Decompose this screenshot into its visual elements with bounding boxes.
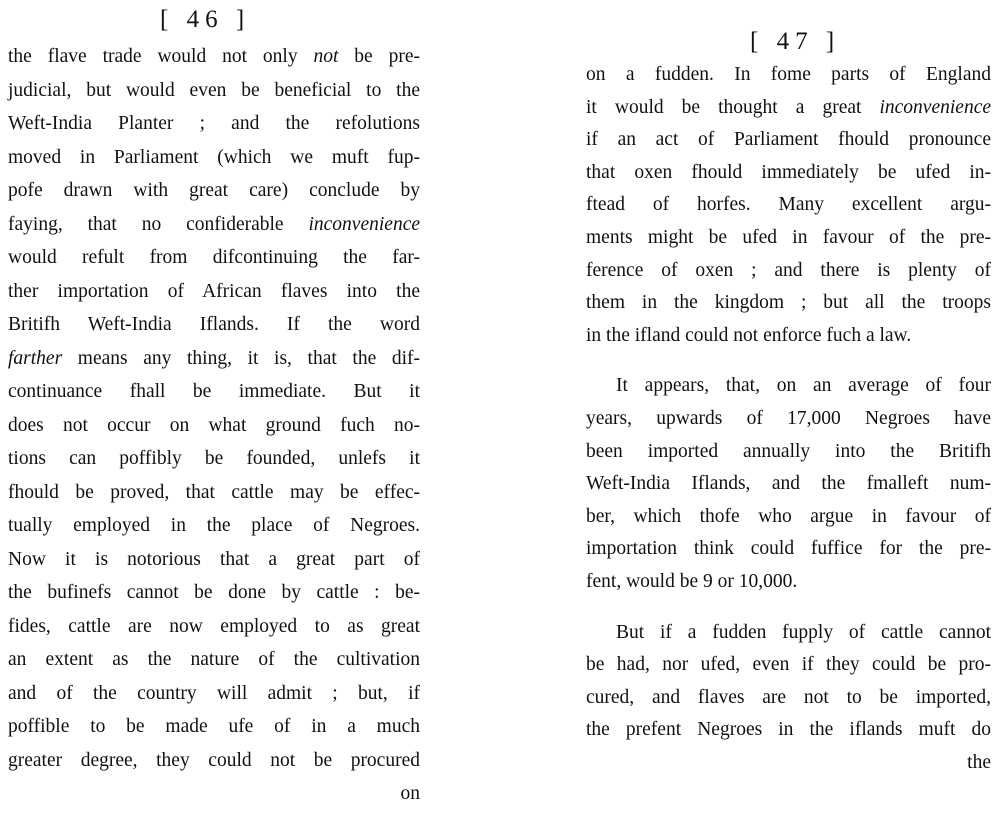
text-line: But if a fudden fupply of cattle cannot: [616, 621, 991, 643]
italic-word: not: [313, 46, 339, 67]
text-line: years, upwards of 17,000 Negroes have: [586, 407, 991, 429]
text-line: farther means any thing, it is, that the dif-: [8, 347, 420, 369]
text-line: pofe drawn with great care) conclude by: [8, 180, 420, 201]
italic-word: farther: [8, 347, 63, 369]
text-line: them in the kingdom ; but all the troops: [586, 292, 991, 314]
text-line: Now it is notorious that a great part of: [8, 548, 420, 570]
text-line: tions can poffibly be founded, unlefs it: [8, 448, 420, 469]
text-line: the flave trade would not only not be pre-: [8, 46, 420, 67]
italic-word: inconvenience: [879, 96, 991, 118]
text-line: cured, and flaves are not to be imported,: [586, 686, 991, 708]
page-text: [8, 40, 420, 811]
text-line: fhould be proved, that cattle may be effec-: [8, 481, 420, 503]
page-number: [ 47 ]: [750, 28, 841, 55]
text-line: be had, nor ufed, even if they could be pro-: [586, 654, 991, 676]
text-line: poffible to be made ufe of in a much: [8, 716, 420, 737]
text-line: would refult from difcontinuing the far-: [8, 247, 420, 268]
text-line: Weft-India Iflands, and the fmalleft num-: [586, 473, 991, 495]
right-page: [500, 0, 1000, 820]
text-line: that oxen fhould immediately be ufed in-: [586, 161, 991, 183]
catchword: on: [400, 783, 420, 804]
text-line: been imported annually into the Britifh: [586, 440, 991, 462]
text-line: tually employed in the place of Negroes.: [8, 515, 420, 536]
text-line: It appears, that, on an average of four: [616, 375, 991, 397]
text-line: the bufinefs cannot be done by cattle : be-: [8, 582, 420, 603]
text-line: Weft-India Planter ; and the refolutions: [8, 113, 420, 134]
text-line: fent, would be 9 or 10,000.: [586, 570, 798, 592]
text-line: ference of oxen ; and there is plenty of: [586, 259, 991, 281]
text-line: ther importation of African flaves into the: [8, 280, 420, 302]
text-line: on a fudden. In fome parts of England: [586, 64, 991, 85]
page-number: [ 46 ]: [160, 6, 251, 33]
text-line: ments might be ufed in favour of the pre-: [586, 226, 991, 248]
text-line: moved in Parliament (which we muft fup-: [8, 146, 420, 168]
text-line: the prefent Negroes in the iflands muft do: [586, 719, 991, 741]
page-text: [586, 59, 991, 779]
text-line: continuance fhall be immediate. But it: [8, 381, 420, 402]
text-line: fides, cattle are now employed to as great: [8, 615, 420, 637]
text-line: and of the country will admit ; but, if: [8, 682, 420, 704]
text-line: judicial, but would even be beneficial to the: [8, 79, 420, 101]
text-line: if an act of Parliament fhould pronounce: [586, 129, 991, 151]
text-line: in the ifland could not enforce fuch a law.: [586, 324, 912, 346]
italic-word: inconvenience: [308, 213, 420, 235]
catchword: the: [967, 751, 991, 773]
text-line: ber, which thofe who argue in favour of: [586, 505, 991, 527]
paragraph-gap: [586, 352, 991, 370]
text-line: does not occur on what ground fuch no-: [8, 414, 420, 436]
text-line: importation think could fuffice for the pre-: [586, 538, 991, 560]
paragraph-gap: [586, 599, 991, 617]
text-line: an extent as the nature of the cultivation: [8, 649, 420, 670]
text-line: greater degree, they could not be procured: [8, 749, 420, 771]
text-line: Britifh Weft-India Iflands. If the word: [8, 314, 420, 335]
text-line: faying, that no confiderable inconvenience: [8, 213, 420, 235]
text-line: ftead of horfes. Many excellent argu-: [586, 194, 991, 216]
text-line: it would be thought a great inconvenience: [586, 96, 991, 118]
